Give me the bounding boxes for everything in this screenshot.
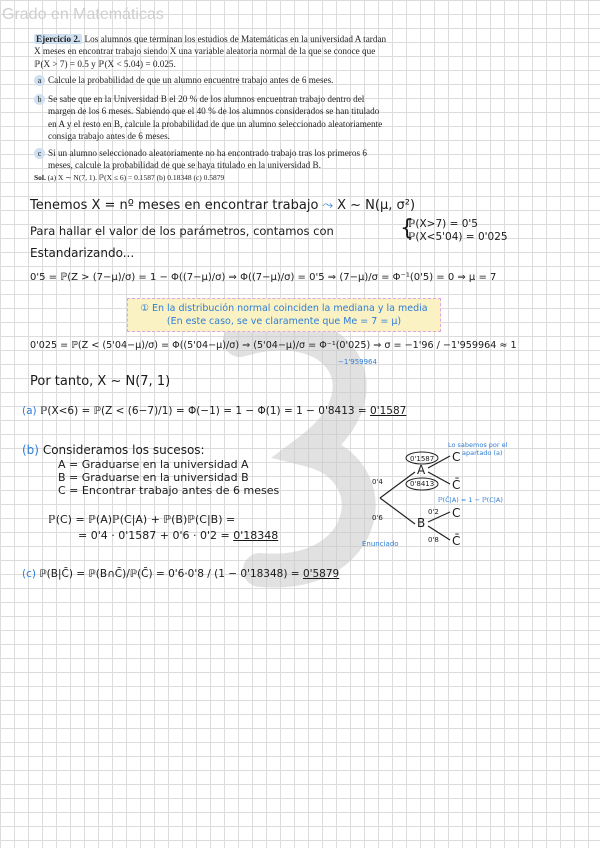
exercise-label: Ejercicio 2. [36,34,81,44]
tree-p-cb: 0'2 [428,508,439,516]
tree-note-apartado: Lo sabemos por el apartado (a) [448,441,508,457]
page-header-watermark: Grado en Matemáticas [2,6,164,23]
tree-node-b: B [417,516,426,530]
tree-node-a: A [417,463,426,477]
hw-conclusion: Por tanto, X ~ N(7, 1) [30,374,171,389]
brace-icon: { [400,216,414,241]
tree-p-cbar-a: 0'8413 [410,480,435,488]
tree-p-ca: 0'1587 [410,455,435,463]
part-label-b: b [34,94,45,105]
tree-p-b: 0'6 [372,514,383,522]
part-c-result: 0'5879 [302,568,340,580]
tree-p-cbar-b: 0'8 [428,536,439,544]
note-median-mean: ① En la distribución normal coinciden la mediana y la media (En este caso, se ve claramente que Me = 7 = μ) [127,298,441,332]
exercise-part-b: b Se sabe que en la Universidad B el 20 % de los alumnos encuentran trabajo dentro del margen de los 6 meses. Sabiendo que el 40 % de los alumnos considerados se han titulado en A y el resto en B, calcule la probabilidad de que un alumno seleccionado aleatoriamente consiga trabajo antes de 6 meses. [34,93,394,143]
hw-part-a: (a) ℙ(X<6) = ℙ(Z < (6−7)/1) = Φ(−1) = 1 − Φ(1) = 1 − 0'8413 = 0'1587 [22,405,407,417]
hw-part-b-intro: (b) Consideramos los sucesos: [22,443,205,457]
tree-leaf-c1: C [452,450,461,464]
tree-p-a: 0'4 [372,478,383,486]
hw-eq-mu: 0'5 = ℙ(Z > (7−μ)/σ) = 1 − Φ((7−μ)/σ) ⇒ Φ((7−μ)/σ) = 0'5 ⇒ (7−μ)/σ = Φ⁻¹(0'5) = 0 ⇒ μ = 7 [30,272,497,283]
tree-leaf-cbar1: C̄ [452,478,461,492]
exercise-statement: Ejercicio 2. Los alumnos que terminan los estudios de Matemáticas en la universidad A tardan X meses en encontrar trabajo siendo X una variable aleatoria normal de la que se conoce que ℙ(X > 7) = 0.5 y ℙ(X < 5.04) = 0.025. [34,34,387,69]
hw-eq-sigma: 0'025 = ℙ(Z < (5'04−μ)/σ) = Φ((5'04−μ)/σ) ⇒ (5'04−μ)/σ = Φ⁻¹(0'025) ⇒ σ = −1'96 / −1'959964 ≈ 1 [30,340,517,351]
hw-system: ℙ(X>7) = 0'5 ℙ(X<5'04) = 0'025 [408,218,508,243]
hw-total-prob: ℙ(C) = ℙ(A)ℙ(C|A) + ℙ(B)ℙ(C|B) = = 0'4 · 0'1587 + 0'6 · 0'2 = 0'18348 [48,513,279,542]
branch-b [380,498,415,524]
hw-eq-sigma-note: −1'959964 [338,358,377,366]
hw-part-c: (c) ℙ(B|C̄) = ℙ(B∩C̄)/ℙ(C̄) = 0'6·0'8 / (1 − 0'18348) = 0'5879 [22,568,340,580]
tree-leaf-c2: C [452,506,461,520]
exercise-part-a: a Calcule la probabilidad de que un alumno encuentre trabajo antes de 6 meses. [34,74,394,86]
tree-note-enunciado: Enunciado [362,540,399,548]
part-a-result: 0'1587 [370,405,407,417]
squiggle-arrow-icon: ⤳ [322,198,333,213]
tree-leaf-cbar2: C̄ [452,534,461,548]
exercise-part-c: c Si un alumno seleccionado aleatoriamente no ha encontrado trabajo tras los primeros 6 meses, calcule la probabilidad de que se haya titulado en la universidad B. [34,147,394,172]
part-label-a: a [34,75,45,86]
part-b-result: 0'18348 [233,529,279,542]
hw-line-definition: Tenemos X = nº meses en encontrar trabajo ⤳ X ~ N(μ, σ²) [30,198,416,213]
solution-line: Sol. (a) X ∼ N(7, 1). ℙ(X ≤ 6) = 0.1587 (b) 0.18348 (c) 0.5879 [34,173,225,182]
hw-line-standardizing: Estandarizando... [30,246,135,260]
part-label-c: c [34,148,45,159]
hw-line-parameters: Para hallar el valor de los parámetros, contamos con [30,224,334,238]
tree-note-complement: ℙ(C̄|A) = 1 − ℙ(C|A) [438,496,503,504]
hw-events: A = Graduarse en la universidad A B = Graduarse en la universidad B C = Encontrar trabajo antes de 6 meses [58,458,280,497]
